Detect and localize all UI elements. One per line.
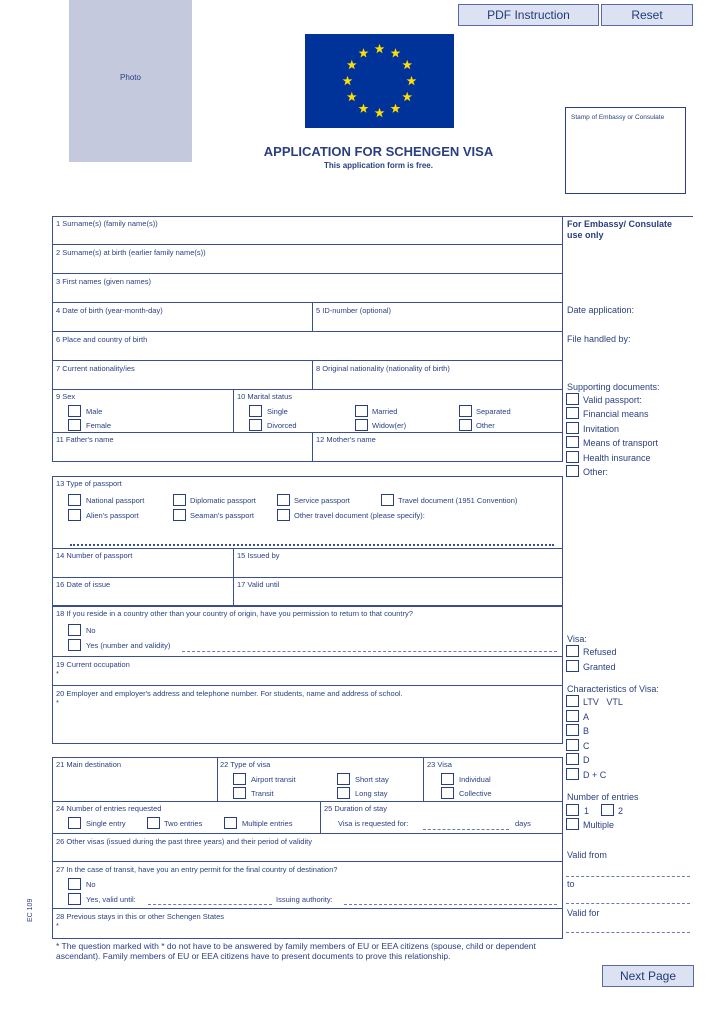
visa-decision-option-label: Refused (583, 647, 617, 657)
reset-button[interactable]: Reset (601, 4, 693, 26)
other-visas-label: 26 Other visas (issued during the past three years) and their period of validity (56, 837, 312, 846)
visa-option-label: Collective (459, 789, 492, 798)
passport-option-label: National passport (86, 496, 145, 505)
divider (52, 685, 563, 686)
star-icon (402, 60, 412, 69)
star-icon (343, 76, 353, 85)
visa-type-label: 22 Type of visa (220, 760, 271, 769)
residence-details-line[interactable] (182, 651, 557, 652)
divider (52, 360, 563, 361)
passport-option-label: Seaman's passport (190, 511, 254, 520)
previous-stays-label: 28 Previous stays in this or other Schengen States (56, 912, 225, 921)
visa-label: 23 Visa (427, 760, 452, 769)
aliens-passport-checkbox[interactable] (68, 509, 81, 521)
date-application-label: Date application: (567, 305, 635, 315)
pdf-instruction-button[interactable]: PDF Instruction (458, 4, 599, 26)
footnote: * The question marked with * do not have to be answered by family members of EU or EEA citizens (spouse, child or dependent ascendant). Family members of EU or EEA citizens have to present documents to prove this relationship. (56, 941, 536, 961)
visa-type-option-label: Long stay (355, 789, 388, 798)
divider (52, 908, 563, 909)
date-of-issue-label: 16 Date of issue (56, 580, 111, 589)
employer-label: 20 Employer and employer's address and telephone number. For students, name and address of school. (56, 689, 403, 698)
visa-c-checkbox[interactable] (566, 739, 579, 751)
two-entries-checkbox[interactable] (147, 817, 160, 829)
divider (52, 548, 563, 549)
means-of-transport-checkbox[interactable] (566, 436, 579, 448)
entries-option-label: Multiple (583, 820, 615, 830)
divider (320, 801, 321, 833)
marital-divorced-checkbox[interactable] (249, 419, 262, 431)
divider (52, 273, 563, 274)
divider (52, 577, 563, 578)
divider (312, 302, 313, 331)
photo-placeholder[interactable] (69, 0, 192, 162)
star-icon (359, 48, 369, 57)
visa-d-checkbox[interactable] (566, 753, 579, 765)
doc-option-label: Means of transport (583, 438, 659, 448)
marital-option-label: Widow(er) (372, 421, 407, 430)
short-stay-checkbox[interactable] (337, 773, 350, 785)
marital-option-label: Married (372, 407, 398, 416)
place-of-birth-label: 6 Place and country of birth (56, 335, 148, 344)
supporting-docs-label: Supporting documents: (567, 382, 660, 392)
divider (52, 861, 563, 862)
health-insurance-checkbox[interactable] (566, 451, 579, 463)
issuing-authority-label: Issuing authority: (276, 895, 333, 904)
divider (52, 331, 563, 332)
asterisk-mark: * (56, 921, 59, 930)
transit-yes-checkbox[interactable] (68, 893, 81, 905)
marital-option-label: Single (267, 407, 288, 416)
passport-type-label: 13 Type of passport (56, 479, 122, 488)
surname-birth-label: 2 Surname(s) at birth (earlier family name(s)) (56, 248, 206, 257)
divider (423, 757, 424, 801)
divider (52, 833, 563, 834)
residence-no-checkbox[interactable] (68, 624, 81, 636)
single-entry-checkbox[interactable] (68, 817, 81, 829)
divider (233, 548, 234, 606)
multiple-entries-checkbox[interactable] (224, 817, 237, 829)
financial-means-checkbox[interactable] (566, 407, 579, 419)
collective-checkbox[interactable] (441, 787, 454, 799)
residence-yes-checkbox[interactable] (68, 639, 81, 651)
marital-option-label: Other (476, 421, 495, 430)
entries-option-label: Multiple entries (242, 819, 293, 828)
valid-until-label: 17 Valid until (237, 580, 280, 589)
marital-status-label: 10 Marital status (237, 392, 293, 401)
transit-no-checkbox[interactable] (68, 878, 81, 890)
characteristics-option-label: B (583, 726, 590, 736)
airport-transit-checkbox[interactable] (233, 773, 246, 785)
star-icon (391, 104, 401, 113)
main-destination-label: 21 Main destination (56, 760, 122, 769)
entries-2-checkbox[interactable] (601, 804, 614, 816)
star-icon (347, 60, 357, 69)
visa-type-option-label: Transit (251, 789, 274, 798)
visa-type-option-label: Short stay (355, 775, 389, 784)
star-icon (391, 48, 401, 57)
visa-type-option-label: Airport transit (251, 775, 296, 784)
divider (312, 360, 313, 389)
divider (233, 389, 234, 432)
stamp-label: Stamp of Embassy or Consulate (571, 114, 665, 121)
issuing-authority-line[interactable] (344, 904, 557, 905)
valid-to-label: to (567, 879, 575, 889)
visa-granted-checkbox[interactable] (566, 660, 579, 672)
entries-1-checkbox[interactable] (566, 804, 579, 816)
divider (52, 801, 563, 802)
visa-b-checkbox[interactable] (566, 724, 579, 736)
ltv-vtl-checkbox[interactable] (566, 695, 579, 707)
sex-male-checkbox[interactable] (68, 405, 81, 417)
sex-female-checkbox[interactable] (68, 419, 81, 431)
current-nationality-label: 7 Current nationality/ies (56, 364, 135, 373)
divider (52, 656, 563, 657)
transit-valid-until-line[interactable] (148, 904, 272, 905)
marital-option-label: Divorced (267, 421, 297, 430)
id-number-label: 5 ID-number (optional) (316, 306, 392, 315)
star-icon (375, 108, 385, 117)
invitation-checkbox[interactable] (566, 422, 579, 434)
diplomatic-passport-checkbox[interactable] (173, 494, 186, 506)
passport-option-label: Travel document (1951 Convention) (398, 496, 518, 505)
residence-option-label: Yes (number and validity) (86, 641, 171, 650)
residence-option-label: No (86, 626, 96, 635)
date-of-birth-label: 4 Date of birth (year-month-day) (56, 306, 163, 315)
first-names-label: 3 First names (given names) (56, 277, 152, 286)
seamans-passport-checkbox[interactable] (173, 509, 186, 521)
star-icon (375, 44, 385, 53)
next-page-button[interactable]: Next Page (602, 965, 694, 987)
valid-for-line[interactable] (566, 932, 690, 933)
stamp-box (565, 107, 686, 194)
entries-option-label: Two entries (164, 819, 203, 828)
marital-option-label: Separated (476, 407, 511, 416)
star-icon (347, 92, 357, 101)
divider (52, 432, 563, 433)
entries-option-label: 1 (584, 806, 590, 816)
divider (217, 757, 218, 801)
form-section-residence (52, 606, 563, 744)
transit-checkbox[interactable] (233, 787, 246, 799)
visa-d-plus-c-checkbox[interactable] (566, 768, 579, 780)
marital-other-checkbox[interactable] (459, 419, 472, 431)
entries-option-label: Single entry (86, 819, 126, 828)
page-subtitle: This application form is free. (324, 161, 433, 170)
doc-option-label: Valid passport: (583, 395, 642, 405)
star-icon (407, 76, 417, 85)
characteristics-option-label: A (583, 712, 590, 722)
passport-option-label: Diplomatic passport (190, 496, 256, 505)
individual-checkbox[interactable] (441, 773, 454, 785)
eu-stars-icon (305, 34, 454, 128)
long-stay-checkbox[interactable] (337, 787, 350, 799)
visa-requested-for-label: Visa is requested for: (338, 819, 409, 828)
other-doc-checkbox[interactable] (566, 465, 579, 477)
other-document-line[interactable] (70, 544, 554, 546)
marital-single-checkbox[interactable] (249, 405, 262, 417)
file-handled-label: File handled by: (567, 334, 631, 344)
eu-flag (305, 34, 454, 128)
national-passport-checkbox[interactable] (68, 494, 81, 506)
marital-separated-checkbox[interactable] (459, 405, 472, 417)
transit-option-label: Yes, valid until: (86, 895, 136, 904)
form-code: EC 109 (27, 898, 34, 922)
issued-by-label: 15 Issued by (237, 551, 280, 560)
other-travel-document-checkbox[interactable] (277, 509, 290, 521)
doc-option-label: Invitation (583, 424, 620, 434)
doc-option-label: Health insurance (583, 453, 651, 463)
sex-option-label: Female (86, 421, 112, 430)
doc-option-label: Other: (583, 467, 609, 477)
sidebar-top-line (563, 216, 693, 217)
characteristics-label: Characteristics of Visa: (567, 684, 659, 694)
star-icon (402, 92, 412, 101)
duration-of-stay-label: 25 Duration of stay (324, 804, 387, 813)
days-input-line[interactable] (423, 829, 509, 830)
visa-a-checkbox[interactable] (566, 710, 579, 722)
occupation-label: 19 Current occupation (56, 660, 130, 669)
page-title: APPLICATION FOR SCHENGEN VISA (263, 144, 494, 159)
surname-label: 1 Surname(s) (family name(s)) (56, 219, 158, 228)
visa-refused-checkbox[interactable] (566, 645, 579, 657)
characteristics-option-label: D (583, 755, 590, 765)
sidebar-header: For Embassy/ Consulate use only (567, 219, 673, 240)
visa-decision-option-label: Granted (583, 662, 616, 672)
valid-passport-checkbox[interactable] (566, 393, 579, 405)
number-of-entries-label: Number of entries (567, 792, 639, 802)
passport-number-label: 14 Number of passport (56, 551, 133, 560)
divider (52, 244, 563, 245)
days-label: days (515, 819, 531, 828)
entries-option-label: 2 (618, 806, 624, 816)
service-passport-checkbox[interactable] (277, 494, 290, 506)
characteristics-option-label: LTV VTL (583, 697, 623, 707)
star-icon (359, 104, 369, 113)
travel-document-checkbox[interactable] (381, 494, 394, 506)
photo-label: Photo (120, 73, 141, 82)
valid-for-label: Valid for (567, 908, 600, 918)
visa-decision-label: Visa: (567, 634, 587, 644)
valid-from-line[interactable] (566, 876, 690, 877)
asterisk-mark: * (56, 698, 59, 707)
divider (52, 389, 563, 390)
transit-permit-label: 27 In the case of transit, have you an entry permit for the final country of destination? (56, 865, 338, 874)
characteristics-option-label: C (583, 741, 590, 751)
sex-label: 9 Sex (56, 392, 76, 401)
original-nationality-label: 8 Original nationality (nationality of birth) (316, 364, 450, 373)
sex-option-label: Male (86, 407, 103, 416)
fathers-name-label: 11 Father's name (56, 435, 114, 444)
valid-to-line[interactable] (566, 903, 690, 904)
entries-multiple-checkbox[interactable] (566, 818, 579, 830)
mothers-name-label: 12 Mother's name (316, 435, 376, 444)
marital-widow-checkbox[interactable] (355, 419, 368, 431)
valid-from-label: Valid from (567, 850, 607, 860)
entries-requested-label: 24 Number of entries requested (56, 804, 162, 813)
residence-permission-label: 18 If you reside in a country other than your country of origin, have you permission to return to that country? (56, 609, 413, 618)
passport-option-label: Other travel document (please specify): (294, 511, 425, 520)
passport-option-label: Service passport (294, 496, 350, 505)
doc-option-label: Financial means (583, 409, 649, 419)
divider (52, 302, 563, 303)
characteristics-option-label: D + C (583, 770, 607, 780)
asterisk-mark: * (56, 669, 59, 678)
divider (312, 432, 313, 462)
marital-married-checkbox[interactable] (355, 405, 368, 417)
visa-option-label: Individual (459, 775, 491, 784)
passport-option-label: Alien's passport (86, 511, 139, 520)
transit-option-label: No (86, 880, 96, 889)
